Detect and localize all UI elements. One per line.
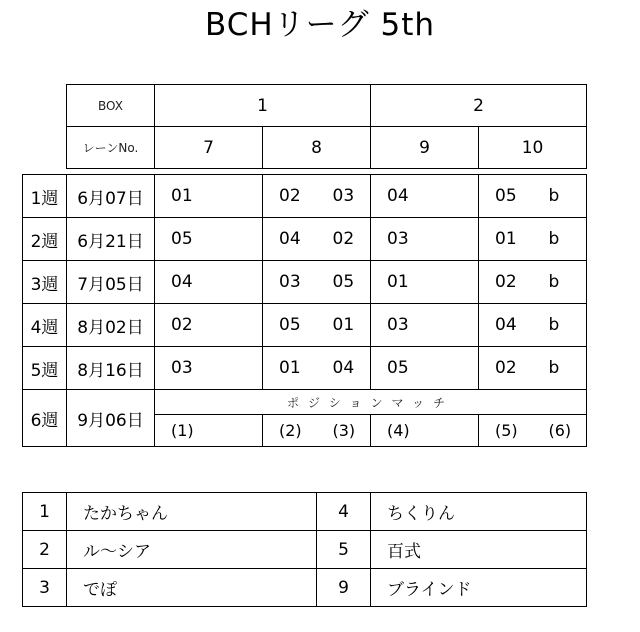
lane-label: レーンNo. — [67, 127, 155, 169]
week-date: 6月21日 — [67, 218, 155, 261]
lane-8-header: 8 — [263, 127, 371, 169]
week-label: 6週 — [23, 390, 67, 447]
schedule-cell: b — [533, 304, 587, 347]
player-row — [23, 493, 587, 531]
schedule-cell: 04 — [263, 218, 317, 261]
week-label: 1週 — [23, 175, 67, 218]
schedule-cell: 05 — [155, 218, 263, 261]
player-name: ちくりん — [371, 493, 587, 531]
player-name: ブラインド — [371, 569, 587, 607]
schedule-cell: b — [533, 218, 587, 261]
player-name: ル～シア — [67, 531, 317, 569]
week-label: 4週 — [23, 304, 67, 347]
lane-7-header: 7 — [155, 127, 263, 169]
week-row — [23, 218, 587, 261]
week-label: 5週 — [23, 347, 67, 390]
player-row — [23, 569, 587, 607]
position-cell: (6) — [533, 415, 587, 447]
box-1-header: 1 — [155, 85, 371, 127]
week-date: 6月07日 — [67, 175, 155, 218]
schedule-cell: 03 — [371, 304, 479, 347]
week-date: 8月16日 — [67, 347, 155, 390]
player-number: 5 — [317, 531, 371, 569]
schedule-cell: 04 — [317, 347, 371, 390]
schedule-cell: 04 — [371, 175, 479, 218]
schedule-cell: 02 — [317, 218, 371, 261]
lane-row — [67, 127, 587, 169]
week-row — [23, 304, 587, 347]
page-title: BCHリーグ 5th — [204, 7, 436, 43]
header-table — [66, 84, 587, 169]
schedule-cell: 02 — [479, 347, 533, 390]
week-row — [23, 347, 587, 390]
position-cell: (3) — [317, 415, 371, 447]
week-row — [23, 175, 587, 218]
schedule-cell: 01 — [263, 347, 317, 390]
week-date: 7月05日 — [67, 261, 155, 304]
schedule-cell: b — [533, 261, 587, 304]
schedule-cell: 03 — [155, 347, 263, 390]
schedule-cell: 01 — [155, 175, 263, 218]
lane-10-header: 10 — [479, 127, 587, 169]
week-6-row — [23, 390, 587, 415]
schedule-cell: 01 — [317, 304, 371, 347]
schedule-cell: 03 — [263, 261, 317, 304]
player-name: たかちゃん — [67, 493, 317, 531]
player-number: 4 — [317, 493, 371, 531]
box-2-header: 2 — [371, 85, 587, 127]
schedule-cell: 05 — [317, 261, 371, 304]
player-row — [23, 531, 587, 569]
player-number: 2 — [23, 531, 67, 569]
schedule-cell: 01 — [479, 218, 533, 261]
player-name: でぽ — [67, 569, 317, 607]
position-cell: (4) — [371, 415, 479, 447]
lane-9-header: 9 — [371, 127, 479, 169]
schedule-cell: 02 — [479, 261, 533, 304]
schedule-cell: 02 — [155, 304, 263, 347]
week-label: 3週 — [23, 261, 67, 304]
schedule-cell: 05 — [479, 175, 533, 218]
box-label: BOX — [67, 85, 155, 127]
player-number: 9 — [317, 569, 371, 607]
week-date: 8月02日 — [67, 304, 155, 347]
schedule-cell: 05 — [263, 304, 317, 347]
schedule-cell: b — [533, 347, 587, 390]
week-row — [23, 261, 587, 304]
schedule-cell: 01 — [371, 261, 479, 304]
player-number: 3 — [23, 569, 67, 607]
schedule-table — [22, 174, 587, 447]
week-date: 9月06日 — [67, 390, 155, 447]
player-name: 百式 — [371, 531, 587, 569]
position-cell: (5) — [479, 415, 533, 447]
position-cell: (1) — [155, 415, 263, 447]
schedule-cell: 04 — [155, 261, 263, 304]
position-cell: (2) — [263, 415, 317, 447]
player-number: 1 — [23, 493, 67, 531]
schedule-cell: b — [533, 175, 587, 218]
schedule-cell: 03 — [371, 218, 479, 261]
box-row — [67, 85, 587, 127]
week-label: 2週 — [23, 218, 67, 261]
schedule-cell: 05 — [371, 347, 479, 390]
position-match-label: ポジションマッチ — [155, 390, 587, 415]
schedule-cell: 03 — [317, 175, 371, 218]
players-table — [22, 492, 587, 607]
schedule-cell: 04 — [479, 304, 533, 347]
schedule-cell: 02 — [263, 175, 317, 218]
